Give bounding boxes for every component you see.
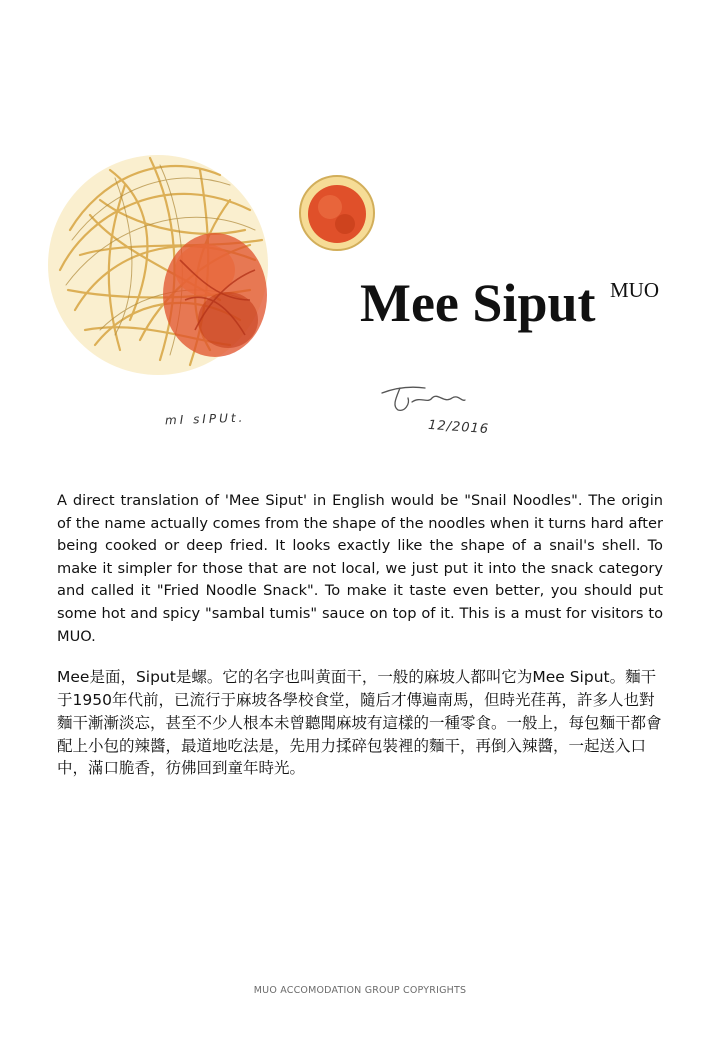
sketch-date: 12/2016 — [427, 417, 490, 438]
title-superscript: MUO — [610, 278, 660, 302]
artist-signature — [382, 387, 465, 410]
page-title: Mee Siput — [360, 273, 596, 333]
title-block — [360, 272, 660, 334]
sambal-sauce-bowl-drawing — [300, 176, 374, 250]
description — [57, 490, 663, 780]
english-paragraph: A direct translation of 'Mee Siput' in English would be "Snail Noodles". The origin of the name actually comes from the shape of the noodles when it turns hard after being cooked or deep fried. It looks exactly like the shape of a snail's shell. To make it simpler for those that are not local, we just put it into the snack category and called it "Fried Noodle Snack". To make it taste even better, you should put some hot and spicy "sambal tumis" sauce on top of it. This is a must for visitors to MUO. — [57, 492, 663, 645]
sketch-caption: mI sIPUt. — [164, 410, 246, 428]
sauce-drizzle-drawing — [163, 233, 267, 357]
copyright-footer: MUO ACCOMODATION GROUP COPYRIGHTS — [253, 985, 467, 996]
chinese-paragraph: Mee是面，Siput是螺。它的名字也叫黄面干，一般的麻坡人都叫它为Mee Siput。麵干于1950年代前，已流行于麻坡各學校食堂，隨后才傳遍南馬，但時光荏苒，許多人也對麵干漸漸淡忘，甚至不少人根本未曾聽聞麻坡有這樣的一種零食。一般上，每包麵干都會配上小包的辣醬，最道地吃法是，先用力揉碎包裝裡的麵干，再倒入辣醬，一起送入口中，滿口脆香，彷佛回到童年時光。 — [57, 668, 662, 778]
mee-siput-illustration — [0, 0, 720, 460]
noodle-nest-drawing — [48, 155, 268, 375]
